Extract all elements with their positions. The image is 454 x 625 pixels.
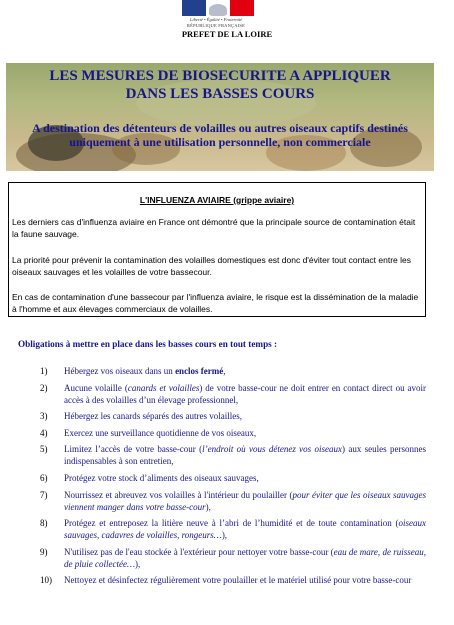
list-item: 9) N'utilisez pas de l'eau stockée à l'extérieur pour nettoyer votre basse-cour (eau de mare, de ruisseau, de pluie collectée…), (40, 546, 426, 569)
title-banner (6, 63, 434, 171)
list-item: 2) Aucune volaille (canards et volailles) de votre basse-cour ne doit entrer en contact direct ou avoir accès à des volailles d’un élevage professionnel, (40, 382, 426, 405)
info-paragraph-1: Les derniers cas d'influenza aviaire en France ont démontré que la principale source de contamination était la faune sauvage. (12, 217, 416, 239)
main-title (6, 67, 434, 103)
main-title-line1: LES MESURES DE BIOSECURITE A APPLIQUER (49, 68, 391, 84)
list-item: 6) Protégez votre stock d’aliments des oiseaux sauvages, (40, 472, 259, 483)
list-item: 8) Protégez et entreposez la litière neuve à l’abri de l’humidité et de toute contamination (oiseaux sauvages, cadavres de volailles, rongeurs…), (40, 518, 426, 541)
republic-name: RÉPUBLIQUE FRANÇAISE (186, 23, 246, 28)
list-item: 3) Hébergez les canards séparés des autres volailles, (40, 411, 243, 422)
republic-logo (182, 0, 254, 16)
list-item: 4) Exercez une surveillance quotidienne de vos oiseaux, (40, 427, 257, 438)
prefet-title: PREFET DE LA LOIRE (181, 29, 273, 39)
marianne-icon (209, 4, 227, 16)
obligations-title: Obligations à mettre en place dans les basses cours en tout temps : (18, 339, 278, 349)
subtitle: A destination des détenteurs de volailles ou autres oiseaux captifs destinés uniquement à une utilisation personnelle, non commerciale (32, 121, 408, 149)
info-box-title: L'INFLUENZA AVIAIRE (grippe aviaire) (139, 195, 295, 205)
info-box (8, 182, 426, 317)
list-item: 1) Hébergez vos oiseaux dans un enclos fermé, (40, 366, 226, 376)
header (0, 0, 454, 44)
info-paragraph-2: La priorité pour prévenir la contamination des volailles domestiques est donc d'éviter tout contact entre les oiseaux sauvages et les volailles de votre bassecour. (12, 255, 411, 277)
list-item: 7) Nourrissez et abreuvez vos volailles à l'intérieur du poulailler (pour éviter que les oiseaux sauvages viennent manger dans votre basse-cour), (40, 489, 427, 512)
obligations-list (40, 365, 426, 591)
list-item: 5) Limitez l’accès de votre basse-cour (l’endroit où vous détenez vos oiseaux) aux seules personnes indispensables à son entretien, (40, 444, 427, 467)
republic-motto: Liberté • Égalité • Fraternité (189, 17, 243, 22)
main-title-line2: DANS LES BASSES COURS (125, 86, 315, 102)
list-item: 10) Nettoyez et désinfectez régulièrement votre poulailler et le matériel utilisé pour votre basse-cour (40, 575, 412, 586)
info-paragraph-3: En cas de contamination d'une bassecour par l'influenza aviaire, le risque est la dissémination de la maladie à l'homme et aux élevages commerciaux de volailles. (12, 292, 419, 314)
